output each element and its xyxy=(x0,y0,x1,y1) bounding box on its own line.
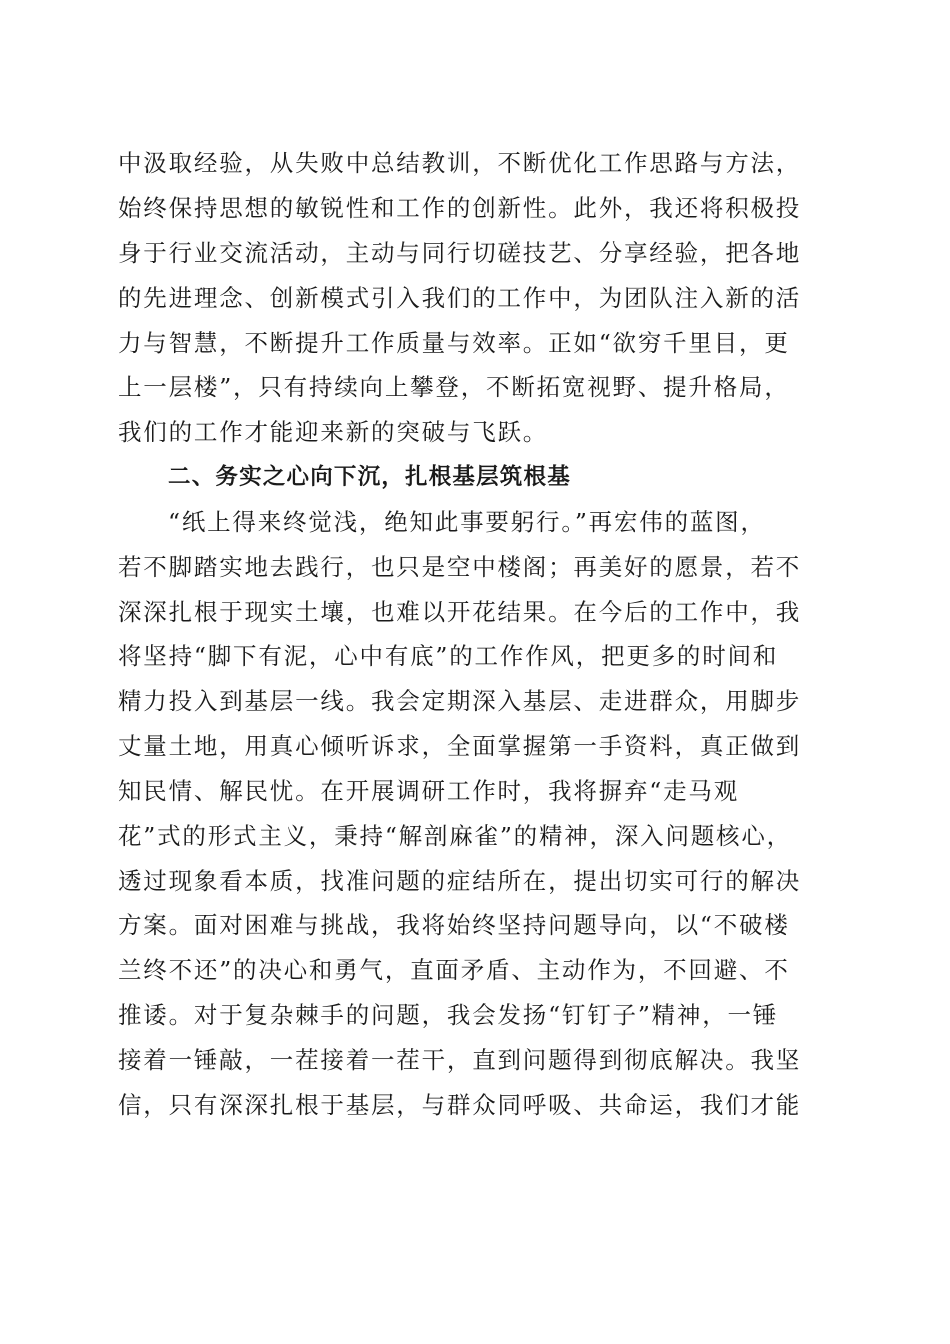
text-line: 知民情、解民忧。在开展调研工作时，我将摒弃“走马观 xyxy=(118,777,740,805)
text-line: 接着一锤敲，一茬接着一茬干，直到问题得到彻底解决。我坚 xyxy=(118,1046,802,1074)
text-line: 始终保持思想的敏锐性和工作的创新性。此外，我还将积极投 xyxy=(118,194,802,222)
text-line: 力与智慧，不断提升工作质量与效率。正如“欲穷千里目，更 xyxy=(118,329,790,357)
section-heading: 二、务实之心向下沉，扎根基层筑根基 xyxy=(168,464,571,490)
text-line: 上一层楼”，只有持续向上攀登，不断拓宽视野、提升格局， xyxy=(118,373,790,401)
text-line: 推诿。对于复杂棘手的问题，我会发扬“钉钉子”精神，一锤 xyxy=(118,1001,779,1029)
text-line: 方案。面对困难与挑战，我将始终坚持问题导向，以“不破楼 xyxy=(118,911,790,939)
text-line: 身于行业交流活动，主动与同行切磋技艺、分享经验，把各地 xyxy=(118,239,802,267)
text-line: 的先进理念、创新模式引入我们的工作中，为团队注入新的活 xyxy=(118,284,802,312)
text-line: 兰终不还”的决心和勇气，直面矛盾、主动作为，不回避、不 xyxy=(118,956,790,984)
text-line: 透过现象看本质，找准问题的症结所在，提出切实可行的解决 xyxy=(118,867,802,895)
text-line: 深深扎根于现实土壤，也难以开花结果。在今后的工作中，我 xyxy=(118,598,802,626)
text-line: 中汲取经验，从失败中总结教训，不断优化工作思路与方法， xyxy=(118,149,802,177)
text-line: 丈量土地，用真心倾听诉求，全面掌握第一手资料，真正做到 xyxy=(118,732,802,760)
text-line: “纸上得来终觉浅，绝知此事要躬行。”再宏伟的蓝图， xyxy=(168,508,766,536)
text-line: 精力投入到基层一线。我会定期深入基层、走进群众，用脚步 xyxy=(118,687,802,715)
text-line: 花”式的形式主义，秉持“解剖麻雀”的精神，深入问题核心， xyxy=(118,822,792,850)
text-line: 我们的工作才能迎来新的突破与飞跃。 xyxy=(118,418,549,446)
text-line: 将坚持“脚下有泥，心中有底”的工作作风，把更多的时间和 xyxy=(118,642,779,670)
text-line: 信，只有深深扎根于基层，与群众同呼吸、共命运，我们才能 xyxy=(118,1091,802,1119)
text-line: 若不脚踏实地去践行，也只是空中楼阁；再美好的愿景，若不 xyxy=(118,553,802,581)
